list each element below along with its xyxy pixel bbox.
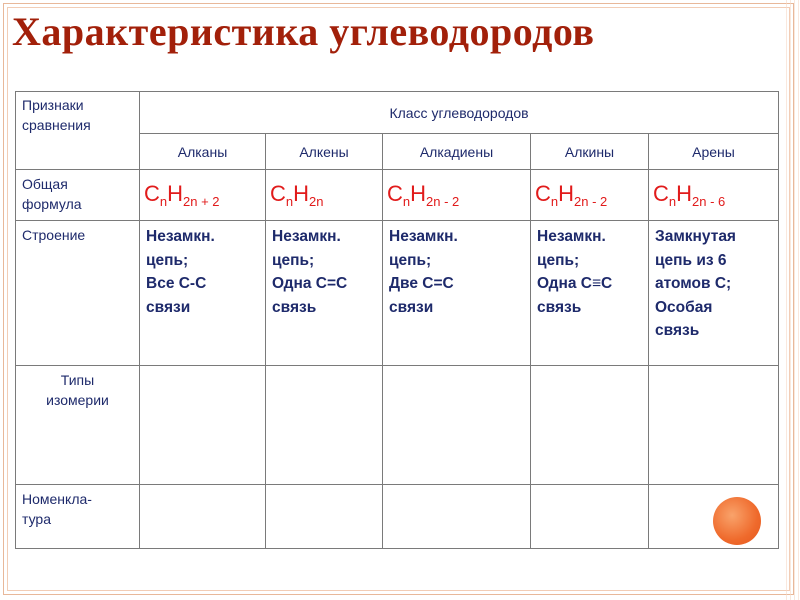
nomenclature-row [16,485,779,549]
structure-cell: Замкнутая цепь из 6 атомов C; Особая связь [649,221,779,366]
class-header-alkenes: Алкены [266,134,383,170]
structure-cell: Незамкн. цепь; Одна C=C связь [266,221,383,366]
comparison-table [15,91,779,549]
decorative-stripes [786,0,800,600]
class-header-alkynes: Алкины [531,134,649,170]
empty-cell [531,366,649,485]
row-label-formula: Общая формула [16,170,140,221]
row-label-isomerism: Типы изомерии [16,366,140,485]
structure-cell: Незамкн. цепь; Одна C≡C связь [531,221,649,366]
structure-row [16,221,779,366]
formula-cell [531,170,649,221]
class-header-alkanes: Алканы [140,134,266,170]
class-header: Класс углеводородов [140,92,779,134]
formula-cell [266,170,383,221]
general-formula: $C_nH_{2n + 2}$ [144,180,220,209]
structure-cell: Незамкн. цепь; Все C-C связи [140,221,266,366]
orange-circle-icon [713,497,761,545]
empty-cell [140,366,266,485]
row-label-structure: Строение [16,221,140,366]
formula-cell [649,170,779,221]
isomerism-row [16,366,779,485]
class-header-arenes: Арены [649,134,779,170]
row-label-nomenclature: Номенкла- тура [16,485,140,549]
general-formula: $C_nH_{2n - 2}$ [535,180,608,209]
class-header-alkadienes: Алкадиены [383,134,531,170]
formula-cell [140,170,266,221]
empty-cell [266,366,383,485]
general-formula: $C_nH_{2n - 6}$ [653,180,726,209]
empty-cell [140,485,266,549]
header-row-1 [16,92,779,134]
empty-cell [266,485,383,549]
empty-cell [383,366,531,485]
general-formula: $C_nH_{2n}$ [270,180,324,209]
structure-cell: Незамкн. цепь; Две C=C связи [383,221,531,366]
corner-label-cell: Признаки сравнения [16,92,140,170]
empty-cell [649,366,779,485]
general-formula: $C_nH_{2n - 2}$ [387,180,460,209]
formula-row [16,170,779,221]
empty-cell [383,485,531,549]
slide-title: Характеристика углеводородов [12,9,595,54]
formula-cell [383,170,531,221]
empty-cell [531,485,649,549]
